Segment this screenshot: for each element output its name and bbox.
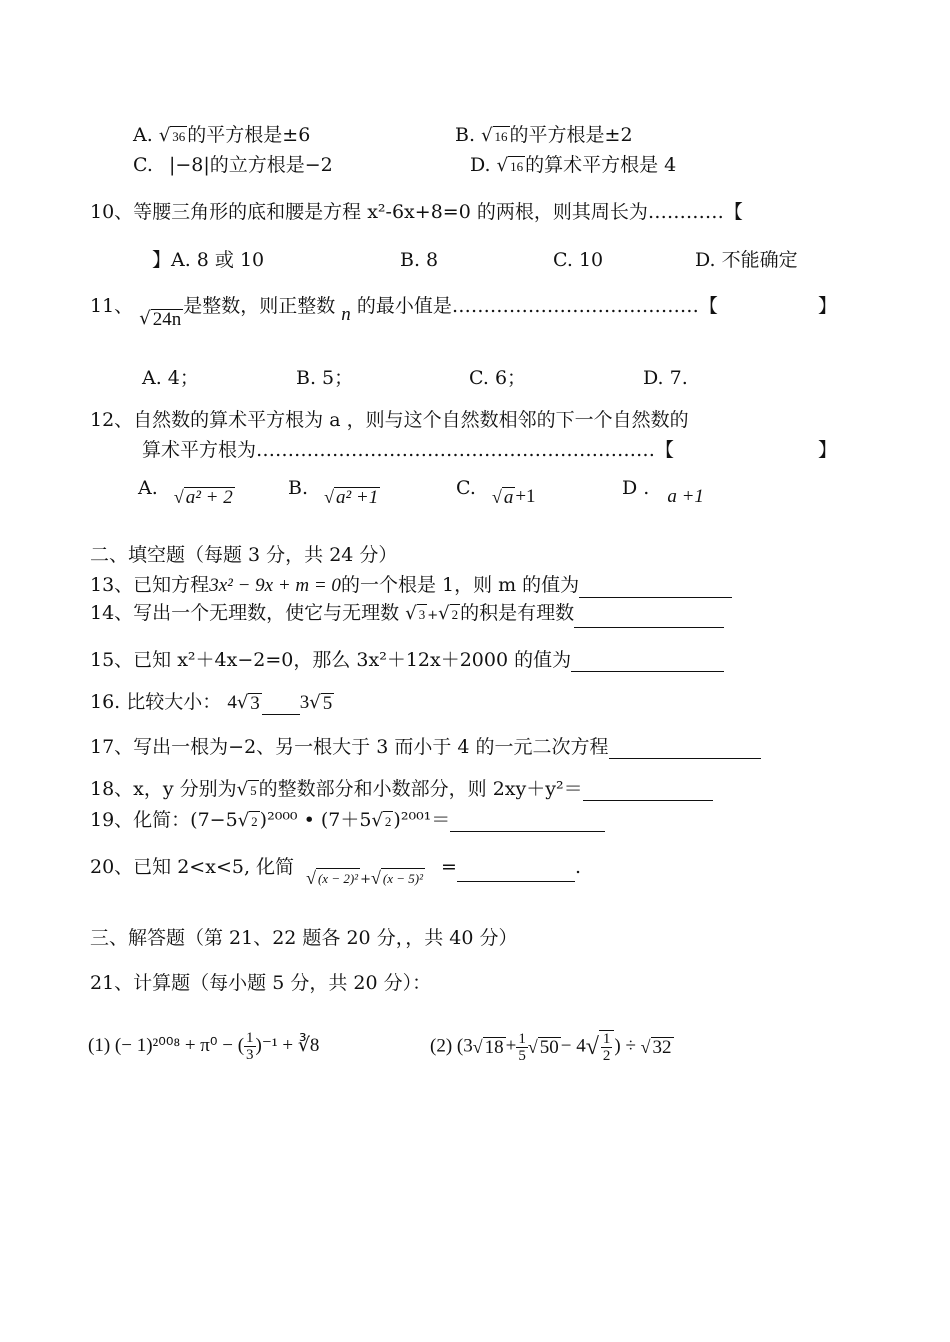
q10-option-a: 】A. 8 或 10 [152, 249, 265, 271]
question-15: 15、已知 x²＋4x−2=0，那么 3x²＋12x＋2000 的值为 [90, 648, 724, 672]
sqrt-expression: √ 2 [438, 602, 459, 624]
question-18: 18、x，y 分别为 √ 5 的整数部分和小数部分，则 2xy＋y²＝ [90, 777, 713, 801]
q11-option-d: D. 7. [643, 367, 688, 389]
q11-option-a: A. 4； [142, 367, 199, 389]
section-2-heading: 二、填空题（每题 3 分，共 24 分） [90, 544, 398, 566]
question-11: 11、 √ 24n 是整数，则正整数 n 的最小值是…………………………………【 [90, 295, 718, 330]
sqrt-expression: √ 24n [139, 307, 182, 330]
question-10: 10、等腰三角形的底和腰是方程 x²-6x+8=0 的两根，则其周长为…………【 [90, 201, 743, 223]
sqrt-expression: √ 16 [496, 154, 524, 176]
answer-blank[interactable] [450, 813, 605, 832]
sqrt-expression: √ 18 [472, 1036, 504, 1058]
q10-option-c: C. 10 [553, 249, 604, 271]
question-12-line1: 12、自然数的算术平方根为 a ，则与这个自然数相邻的下一个自然数的 [90, 409, 689, 431]
sqrt-expression: √ 2 [237, 809, 258, 831]
question-19: 19、化简：(7−5 √ 2 )²⁰⁰⁰ • (7＋5 √ 2 )²⁰⁰¹＝ [90, 808, 605, 832]
fraction: $\frac{1}{5}$ [518, 1030, 526, 1064]
sqrt-expression: √ 50 [527, 1036, 559, 1058]
sqrt-expression: √ 5 [309, 691, 333, 714]
q9-option-c: C. |−8|的立方根是−2 [133, 154, 333, 176]
answer-blank[interactable] [457, 863, 575, 882]
sqrt-expression: √ (x − 5)² [370, 867, 423, 888]
fraction: $\frac{1}{2}$ [602, 1031, 611, 1064]
q12-option-d: D . a +1 [622, 477, 704, 507]
q12-option-b: B. √ a² +1 [288, 477, 379, 508]
sqrt-expression: √ a² +1 [324, 486, 379, 508]
question-20: 20、已知 2<x<5, 化简 √ (x − 2)² $_+$ √ (x − 5)² = . [90, 856, 581, 888]
fraction: $\frac{1}{3}$ [246, 1030, 254, 1063]
sqrt-expression: √ 3 [236, 691, 260, 714]
q12-close-bracket: 】 [818, 439, 838, 461]
q9-option-d: D. √ 16 的算术平方根是 4 [470, 154, 677, 176]
q21-part-1: (1) (− 1)²⁰⁰⁸ + π⁰ − ( $\frac{1}{3}$ )⁻¹ + ∛8 [88, 1030, 320, 1063]
q11-option-b: B. 5； [296, 367, 354, 389]
section-3-heading: 三、解答题（第 21、22 题各 20 分，，共 40 分） [90, 927, 518, 949]
q11-option-c: C. 6； [469, 367, 527, 389]
sqrt-expression: √ a [491, 486, 514, 508]
answer-blank[interactable] [262, 696, 300, 715]
sqrt-expression: √ 3 [405, 602, 426, 624]
q9-option-a: A. √ 36 的平方根是±6 [133, 124, 311, 146]
q11-close-bracket: 】 [818, 295, 838, 317]
sqrt-expression: √ 32 [640, 1036, 672, 1058]
question-12-line2: 算术平方根为………………………………………………………【 [142, 439, 675, 461]
answer-blank[interactable] [574, 609, 724, 628]
q9-option-b: B. √ 16 的平方根是±2 [455, 124, 633, 146]
answer-blank[interactable] [583, 782, 713, 801]
q10-option-d: D. 不能确定 [695, 249, 798, 271]
sqrt-expression: √ 5 [236, 778, 257, 800]
answer-blank[interactable] [579, 579, 732, 598]
question-14: 14、写出一个无理数，使它与无理数 √ 3 + √ 2 的积是有理数 [90, 601, 724, 628]
sqrt-expression: √ (x − 2)² [306, 867, 359, 888]
sqrt-expression: √ 36 [158, 124, 186, 146]
q21-part-2: (2) (3 √ 18 + $\frac{1}{5}$ √ 50 − 4 √ $\frac{1}{2}$ ) ÷ √ 32 [430, 1030, 672, 1064]
sqrt-expression: √ 2 [371, 809, 392, 831]
question-13: 13、已知方程3x² − 9x + m = 0的一个根是 1，则 m 的值为 [90, 573, 732, 598]
sqrt-expression: √ 16 [481, 124, 508, 146]
q12-option-c: C. √ a +1 [456, 477, 536, 508]
q12-option-a: A. √ a² + 2 [138, 477, 233, 508]
sqrt-expression: √ a² + 2 [173, 486, 233, 508]
sqrt-expression: √ $\frac{1}{2}$ [586, 1030, 615, 1064]
answer-blank[interactable] [571, 653, 724, 672]
question-17: 17、写出一根为−2、另一根大于 3 而小于 4 的一元二次方程 [90, 735, 761, 759]
question-16: 16. 比较大小： 4 √ 3 3 √ 5 [90, 691, 333, 714]
question-21-title: 21、计算题（每小题 5 分，共 20 分）： [90, 972, 432, 994]
answer-blank[interactable] [609, 740, 761, 759]
q10-option-b: B. 8 [400, 249, 439, 271]
